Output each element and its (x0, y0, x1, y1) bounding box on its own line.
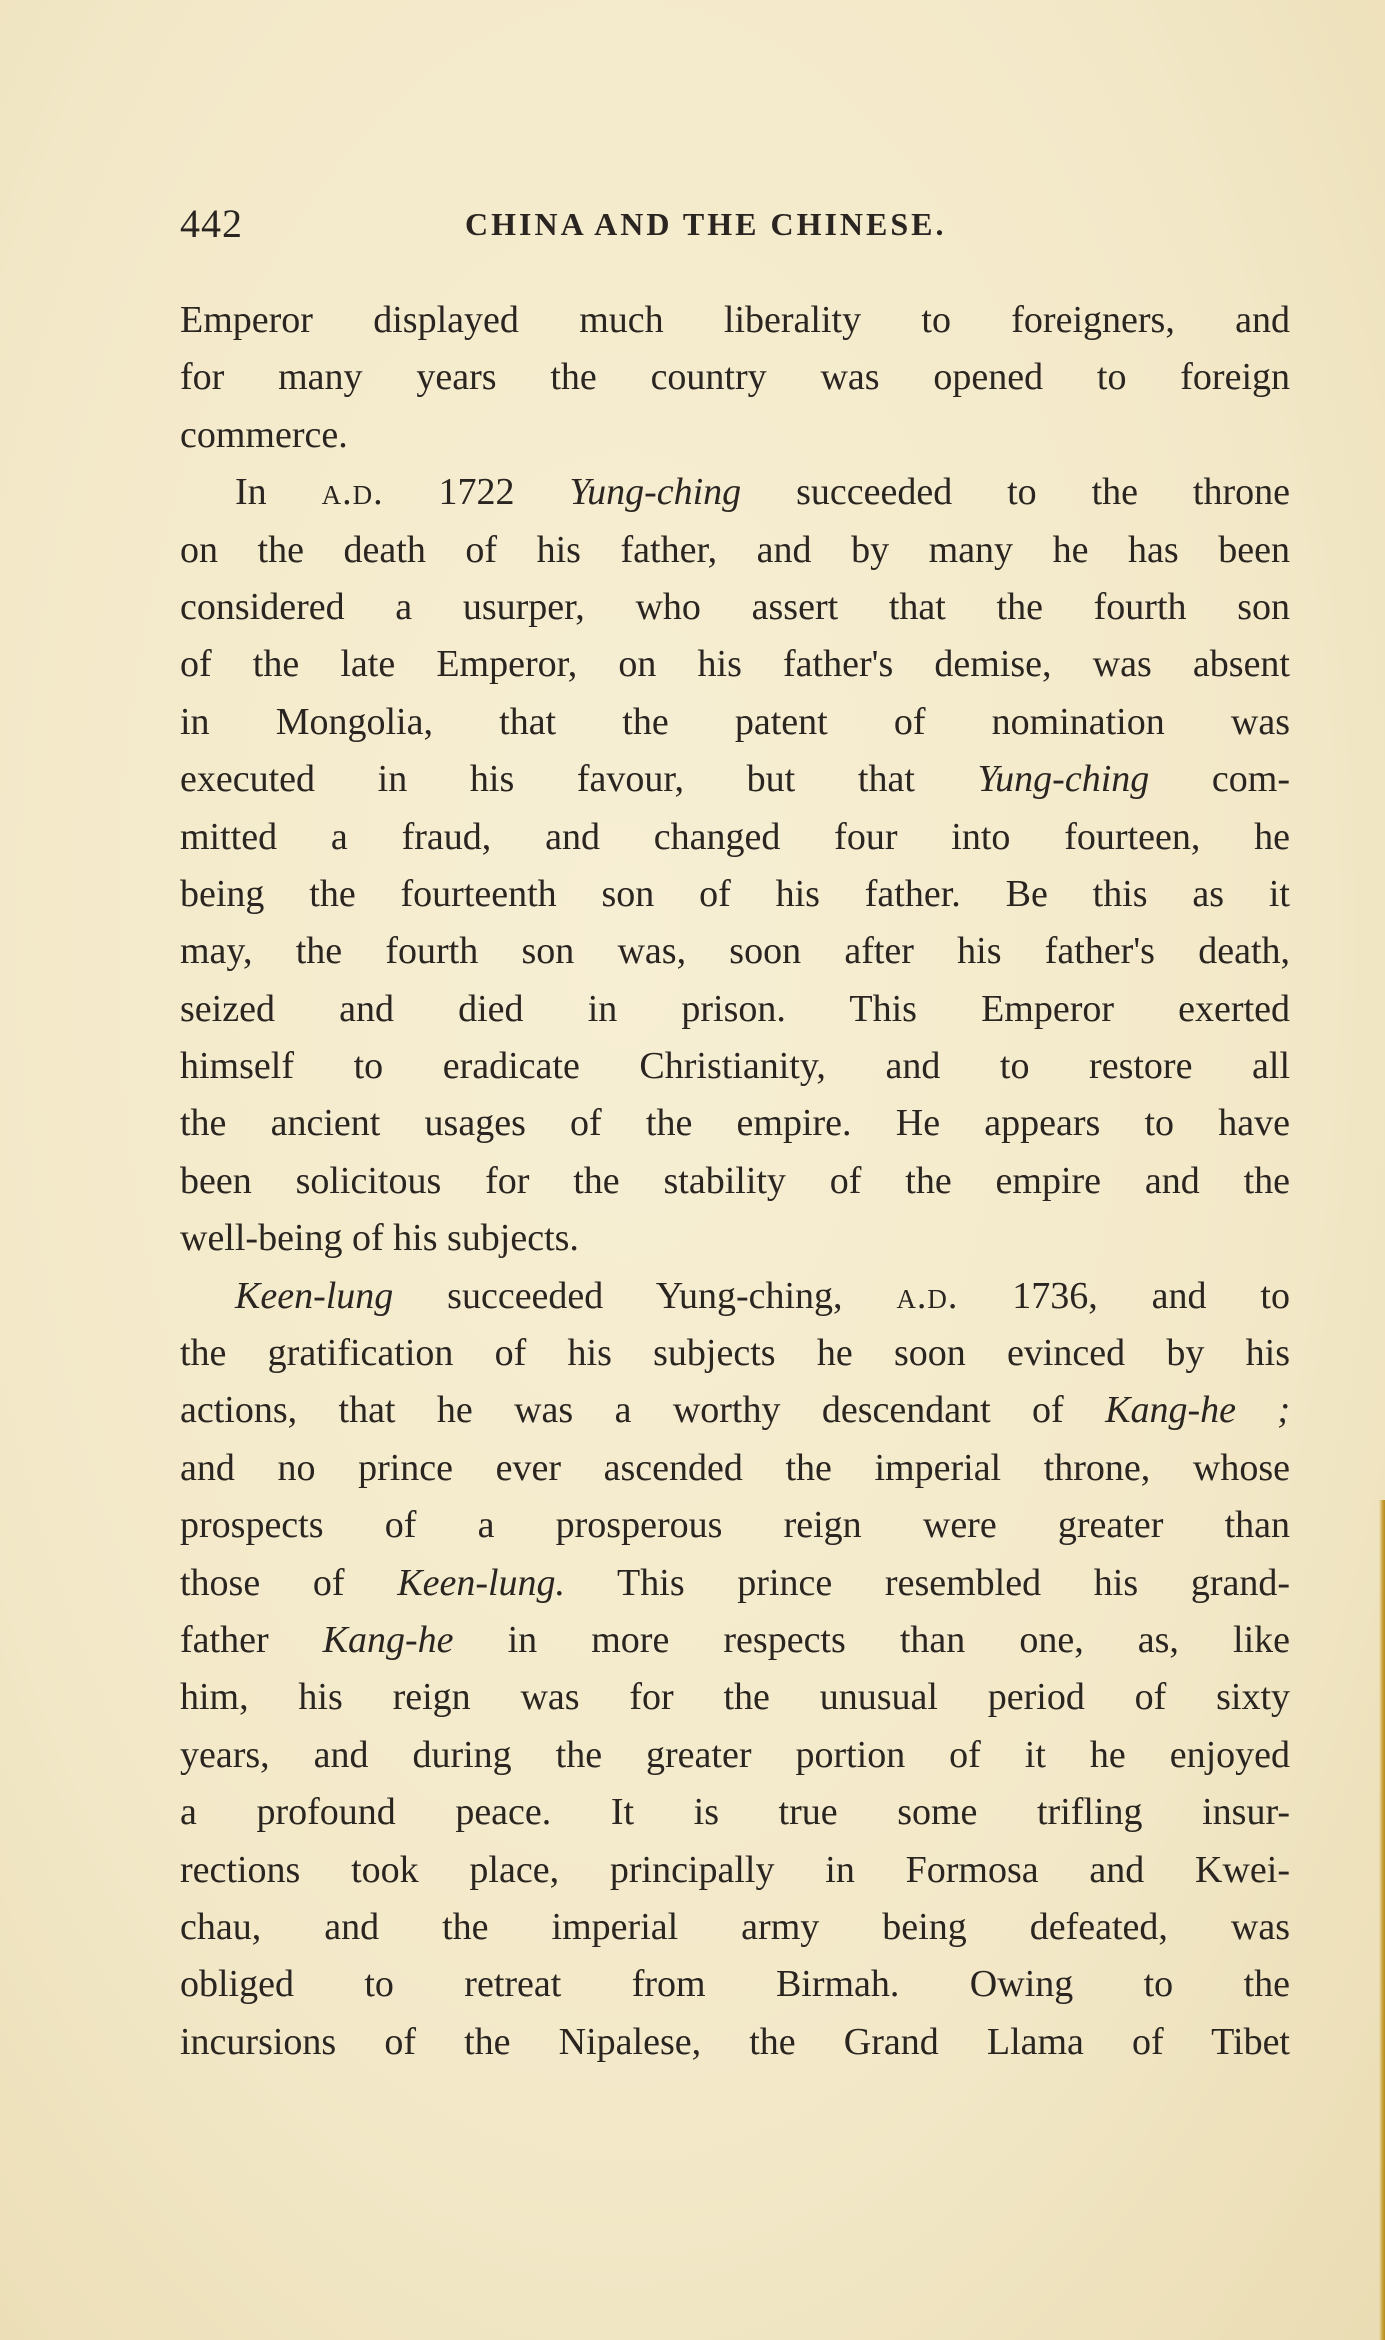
text-run: succeeded to the throne (741, 471, 1291, 514)
text-run: 1722 (383, 471, 570, 514)
era-abbreviation: a.d. (321, 471, 384, 514)
text-line (180, 407, 1290, 464)
text-line (180, 1555, 1290, 1612)
text-run: of the late Emperor, on his father's demise, was absent (180, 643, 1290, 686)
text-line (180, 1784, 1290, 1841)
text-line (180, 1612, 1290, 1669)
text-run: succeeded Yung-ching, (393, 1274, 897, 1317)
text-run: those of (180, 1561, 398, 1604)
text-run: a profound peace. It is true some trifling insur- (180, 1791, 1290, 1834)
text-line (180, 1440, 1290, 1497)
text-line (180, 694, 1290, 751)
text-line (180, 464, 1290, 521)
text-run: considered a usurper, who assert that the fourth son (180, 585, 1290, 628)
text-line (180, 1210, 1290, 1267)
text-run: com- (1149, 758, 1290, 801)
text-line (180, 866, 1290, 923)
text-run: years, and during the greater portion of it he enjoyed (180, 1733, 1290, 1776)
page-header (180, 200, 1290, 250)
italic-name: Keen-lung (235, 1274, 394, 1317)
text-run: himself to eradicate Christianity, and to restore all (180, 1045, 1290, 1088)
text-run: In (235, 471, 322, 514)
text-line (180, 579, 1290, 636)
text-line (180, 809, 1290, 866)
era-abbreviation: a.d. (896, 1274, 959, 1317)
text-run: prospects of a prosperous reign were greater than (180, 1504, 1290, 1547)
text-run: commerce. (180, 413, 348, 456)
text-run: him, his reign was for the unusual period of sixty (180, 1676, 1290, 1719)
page-edge-shadow (1379, 1500, 1385, 2340)
italic-name: Yung-ching (977, 758, 1150, 801)
text-run: well-being of his subjects. (180, 1217, 579, 1260)
text-line (180, 1382, 1290, 1439)
text-line (180, 981, 1290, 1038)
text-run: been solicitous for the stability of the empire and the (180, 1159, 1290, 1202)
running-head: CHINA AND THE CHINESE. (465, 206, 947, 242)
text-line (180, 1899, 1290, 1956)
italic-name: Kang-he (322, 1618, 454, 1661)
text-run: obliged to retreat from Birmah. Owing to the (180, 1963, 1290, 2006)
text-line (180, 1153, 1290, 1210)
text-run: and no prince ever ascended the imperial throne, whose (180, 1446, 1290, 1489)
text-line (180, 1842, 1290, 1899)
italic-name: Keen-lung. (397, 1561, 566, 1604)
italic-name: Yung-ching (569, 471, 742, 514)
text-run: the gratification of his subjects he soon evinced by his (180, 1332, 1290, 1375)
text-line (180, 923, 1290, 980)
text-run: the ancient usages of the empire. He appears to have (180, 1102, 1290, 1145)
text-run: This prince resembled his grand- (565, 1561, 1290, 1604)
text-run: father (180, 1618, 323, 1661)
text-line (180, 1497, 1290, 1554)
text-line (180, 1669, 1290, 1726)
italic-name: Kang-he ; (1105, 1389, 1290, 1432)
text-run: on the death of his father, and by many he has been (180, 528, 1290, 571)
text-run: in Mongolia, that the patent of nomination was (180, 700, 1290, 743)
body-text (180, 292, 1290, 2071)
text-line (180, 636, 1290, 693)
text-line (180, 1268, 1290, 1325)
text-run: for many years the country was opened to foreign (180, 356, 1290, 399)
text-run: being the fourteenth son of his father. Be this as it (180, 872, 1290, 915)
text-line (180, 1727, 1290, 1784)
text-run: Emperor displayed much liberality to foreigners, and (180, 299, 1290, 341)
text-run: may, the fourth son was, soon after his father's death, (180, 930, 1290, 973)
text-line (180, 1325, 1290, 1382)
text-line (180, 1038, 1290, 1095)
text-run: chau, and the imperial army being defeated, was (180, 1905, 1290, 1948)
text-run: mitted a fraud, and changed four into fourteen, he (180, 815, 1290, 858)
text-line (180, 1956, 1290, 2013)
page-number: 442 (180, 201, 243, 246)
text-run: in more respects than one, as, like (453, 1618, 1290, 1661)
text-run: rections took place, principally in Formosa and Kwei- (180, 1848, 1290, 1891)
text-line (180, 292, 1290, 349)
text-run: 1736, and to (958, 1274, 1290, 1317)
text-run: executed in his favour, but that (180, 758, 978, 801)
text-line (180, 349, 1290, 406)
text-line (180, 2014, 1290, 2071)
text-run: seized and died in prison. This Emperor exerted (180, 987, 1290, 1030)
text-run: incursions of the Nipalese, the Grand Llama of Tibet (180, 2020, 1290, 2063)
text-line (180, 1095, 1290, 1152)
text-line (180, 522, 1290, 579)
text-line (180, 751, 1290, 808)
text-run: actions, that he was a worthy descendant of (180, 1389, 1106, 1432)
